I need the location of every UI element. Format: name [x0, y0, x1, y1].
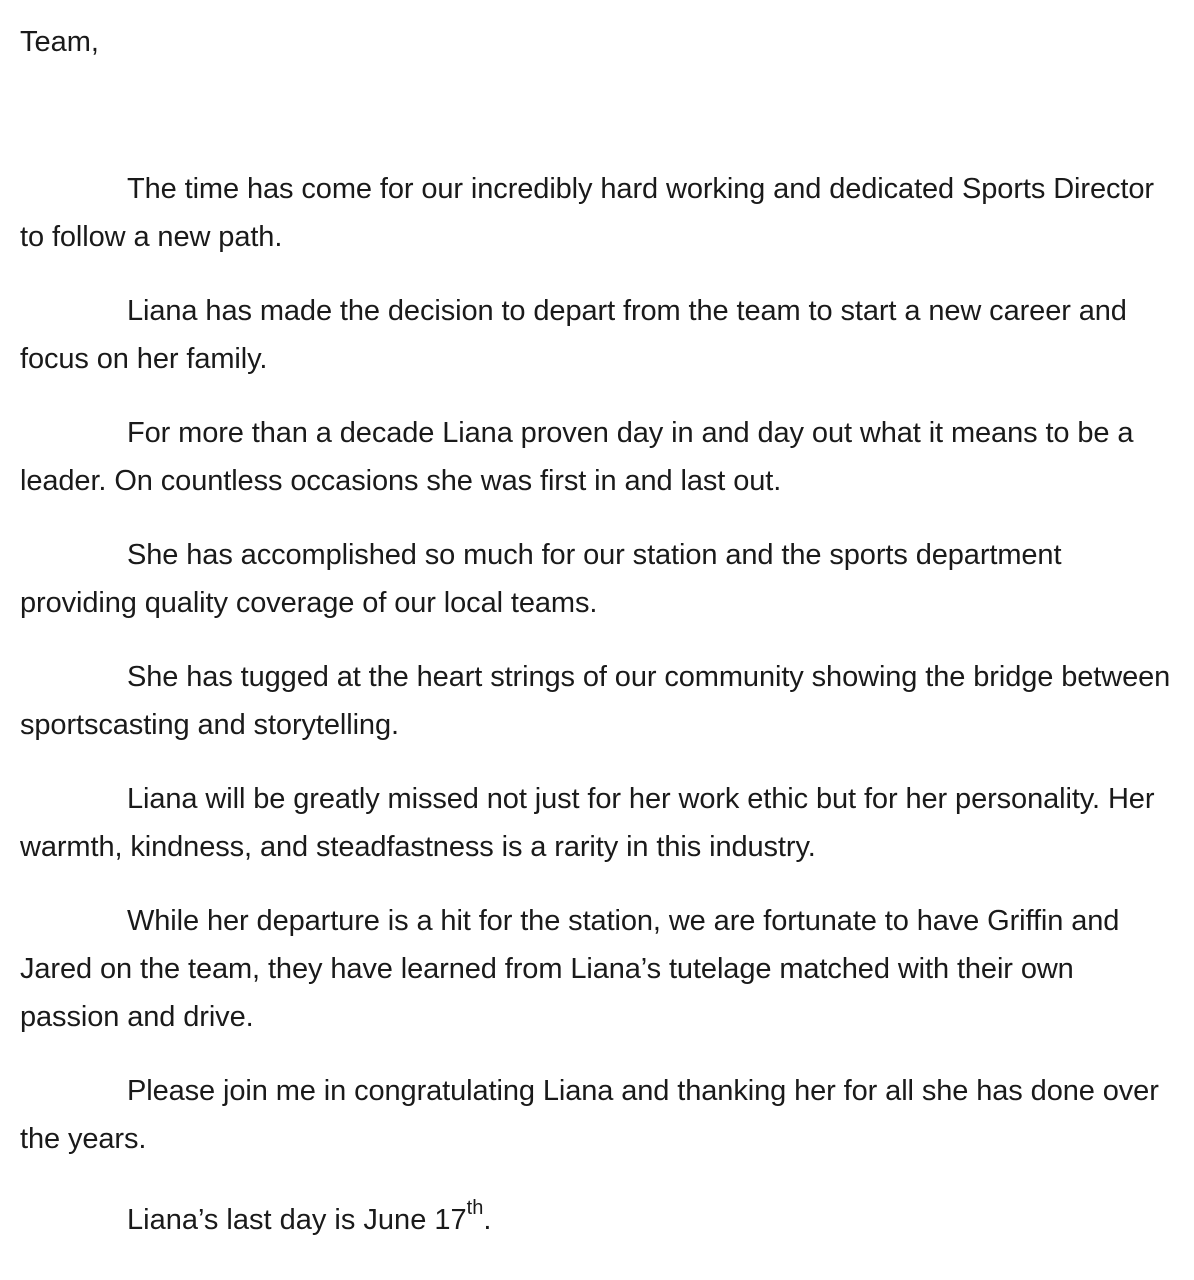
paragraph-announcement: The time has come for our incredibly hard working and dedicated Sports Director to follow a new path.	[20, 173, 1154, 253]
paragraph-leadership: For more than a decade Liana proven day in and day out what it means to be a leader. On countless occasions she was first in and last out.	[20, 417, 1134, 497]
closing-period: .	[483, 1204, 492, 1236]
paragraph-accomplishments: She has accomplished so much for our station and the sports department providing quality coverage of our local teams.	[20, 539, 1062, 619]
paragraph-congratulations: Please join me in congratulating Liana and thanking her for all she has done over the years.	[20, 1075, 1159, 1155]
last-day-text: Liana’s last day is June 17	[127, 1204, 467, 1236]
last-day-line	[127, 1196, 491, 1244]
greeting: Team,	[20, 26, 99, 58]
paragraph-decision: Liana has made the decision to depart from the team to start a new career and focus on her family.	[20, 295, 1127, 375]
paragraph-personality: Liana will be greatly missed not just for her work ethic but for her personality. Her warmth, kindness, and steadfastness is a rarity in this industry.	[20, 783, 1155, 863]
ordinal-suffix: th	[466, 1197, 484, 1220]
paragraph-successors: While her departure is a hit for the station, we are fortunate to have Griffin and Jared on the team, they have learned from Liana’s tutelage matched with their own passion and drive.	[20, 905, 1120, 1033]
paragraph-community: She has tugged at the heart strings of our community showing the bridge between sportscasting and storytelling.	[20, 661, 1171, 741]
